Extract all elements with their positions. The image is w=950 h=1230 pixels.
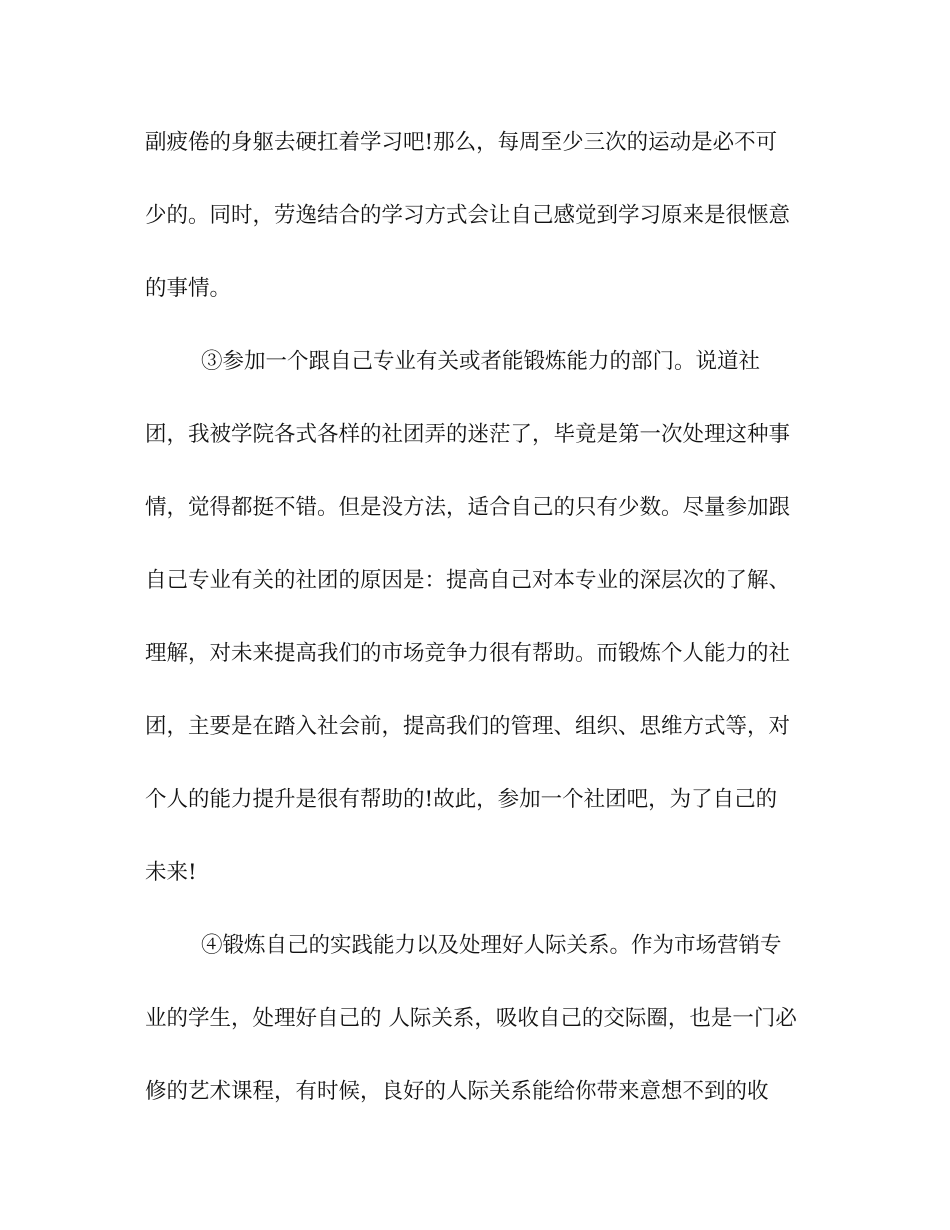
text-line: 团，主要是在踏入社会前，提高我们的管理、组织、思维方式等，对 [145, 714, 791, 739]
text-line: 情，觉得都挺不错。但是没方法，适合自己的只有少数。尽量参加跟 [145, 495, 791, 520]
paragraph-start-line: ③参加一个跟自己专业有关或者能锻炼能力的部门。说道社 [201, 349, 761, 374]
text-line: 少的。同时，劳逸结合的学习方式会让自己感觉到学习原来是很惬意 [145, 203, 791, 228]
text-line: 团，我被学院各式各样的社团弄的迷茫了，毕竟是第一次处理这种事 [145, 422, 791, 447]
text-line: 个人的能力提升是很有帮助的!故此，参加一个社团吧，为了自己的 [145, 787, 778, 812]
text-line: 自己专业有关的社团的原因是：提高自己对本专业的深层次的了解、 [145, 568, 791, 593]
paragraph-start-line: ④锻炼自己的实践能力以及处理好人际关系。作为市场营销专 [201, 933, 782, 958]
text-line: 业的学生，处理好自己的 人际关系，吸收自己的交际圈，也是一门必 [145, 1006, 797, 1031]
text-line: 未来! [145, 860, 197, 885]
text-line: 修的艺术课程，有时候，良好的人际关系能给你带来意想不到的收 [145, 1079, 769, 1104]
text-line: 理解，对未来提高我们的市场竞争力很有帮助。而锻炼个人能力的社 [145, 641, 791, 666]
text-line: 副疲倦的身躯去硬扛着学习吧!那么，每周至少三次的运动是必不可 [145, 130, 778, 155]
text-line: 的事情。 [145, 276, 232, 301]
